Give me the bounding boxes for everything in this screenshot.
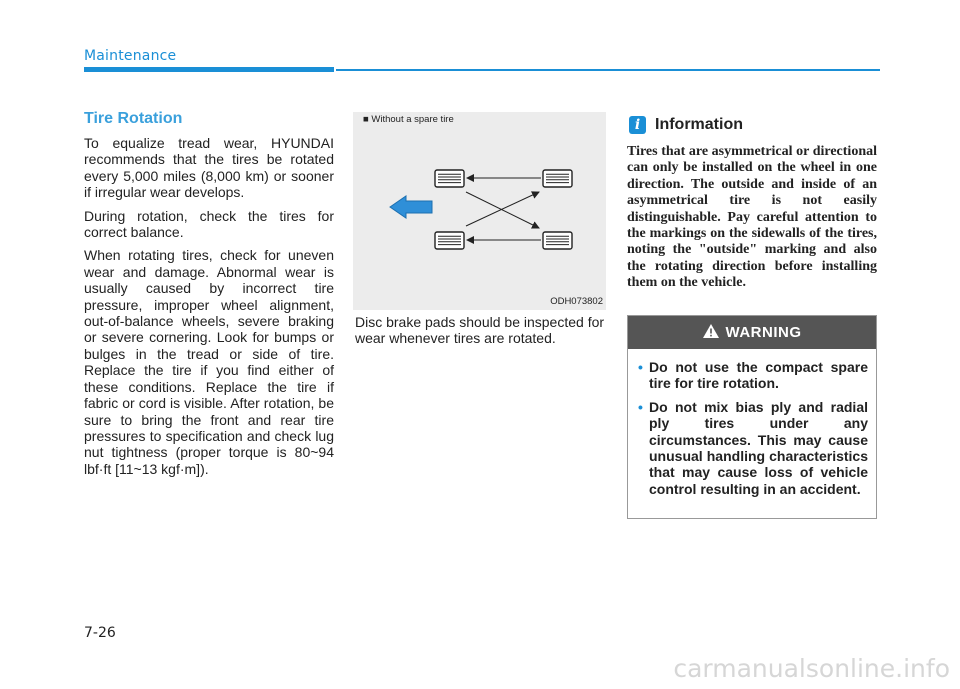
warning-triangle-icon xyxy=(703,324,719,342)
tire-rear-right-icon xyxy=(543,232,572,249)
paragraph-3: When rotating tires, check for uneven wear and damage. Abnormal wear is usually caused by incorrect tire pressure, improper wheel alignment, out-of-balance wheels, severe braking or severe cornering. Look for bumps or bulges in the tread or side of tire. Replace the tire if you find either of these conditions. Replace the tire if fabric or cord is visible. After rotation, be sure to bring the front and rear tire pressures to specification and check lug nut tightness (proper torque is 80~94 lbf·ft [11~13 kgf·m]). xyxy=(84,247,334,477)
warning-item: • Do not mix bias ply and radial ply tires under any circumstances. This may cause unusual handling characteristics that may cause loss of vehicle control resulting in an accident. xyxy=(638,398,868,497)
page-number: 7-26 xyxy=(84,625,116,641)
tire-front-right-icon xyxy=(543,170,572,187)
information-text: Tires that are asymmetrical or directional can only be installed on the wheel in one direction. The outside and inside of an asymmetrical tire is not easily distinguishable. Pay careful attention to the markings on the sidewalls of the tires, noting the "outside" marking and also the rotating direction before installing them on the vehicle. xyxy=(627,144,877,291)
information-title: Information xyxy=(655,116,743,133)
warning-box xyxy=(627,315,877,519)
paragraph-1: To equalize tread wear, HYUNDAI recommends that the tires be rotated every 5,000 miles (8,000 km) or sooner if irregular wear develops. xyxy=(84,135,334,201)
figure-code: ODH073802 xyxy=(550,296,603,307)
warning-item: • Do not use the compact spare tire for tire rotation. xyxy=(638,359,868,392)
forward-arrow-icon xyxy=(390,196,432,218)
bullet-icon: • xyxy=(638,359,643,375)
warning-header xyxy=(628,316,876,349)
tire-rotation-section xyxy=(84,110,334,484)
section-header: Maintenance xyxy=(84,48,177,64)
section-title: Tire Rotation xyxy=(84,110,183,127)
information-heading xyxy=(629,114,879,138)
tire-front-left-icon xyxy=(435,170,464,187)
brake-note: Disc brake pads should be inspected for wear whenever tires are rotated. xyxy=(355,314,605,347)
bullet-icon: • xyxy=(638,398,643,415)
header-rule-thick xyxy=(84,67,334,72)
tire-rotation-figure xyxy=(353,112,606,310)
watermark: carmanualsonline.info xyxy=(673,654,950,683)
warning-list xyxy=(628,359,876,497)
warning-title: WARNING xyxy=(725,324,802,341)
header-rule-thin xyxy=(336,69,880,71)
figure-caption: ■ Without a spare tire xyxy=(363,114,454,125)
tire-rear-left-icon xyxy=(435,232,464,249)
info-icon: i xyxy=(629,116,646,134)
paragraph-2: During rotation, check the tires for correct balance. xyxy=(84,207,334,241)
rotation-diagram xyxy=(353,112,606,310)
